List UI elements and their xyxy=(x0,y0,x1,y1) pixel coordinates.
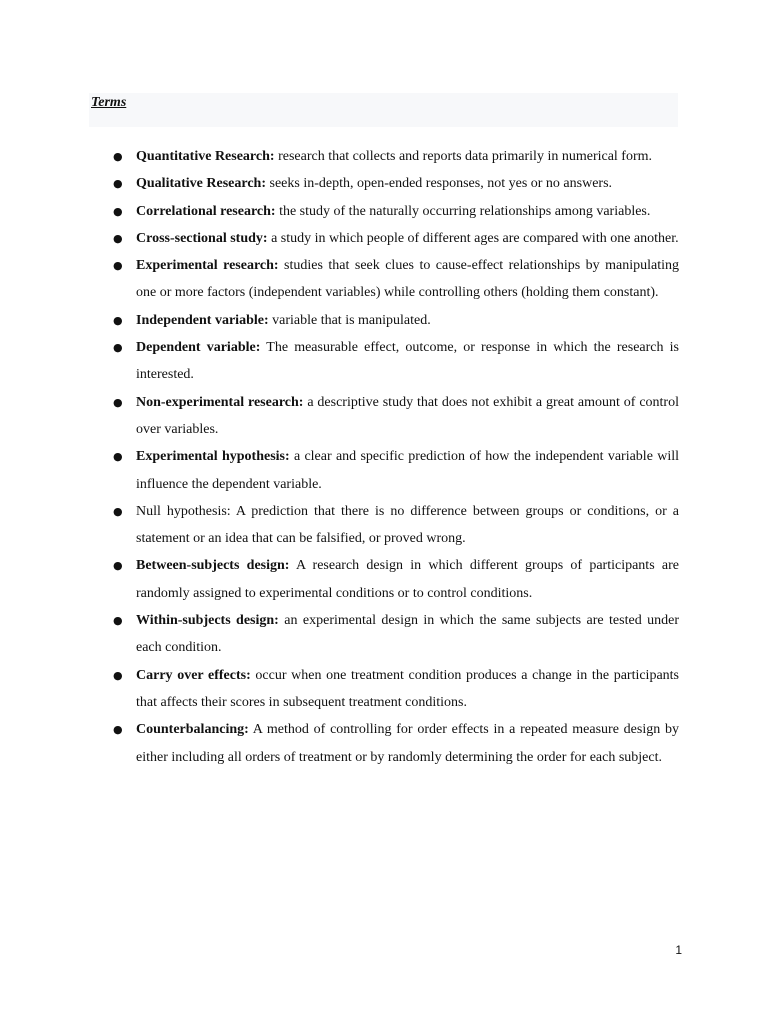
term-item xyxy=(109,389,679,444)
term-item xyxy=(109,607,679,662)
term-definition: an experimental design in which the same subjects are tested under each condition. xyxy=(136,613,679,656)
term-definition: variable that is manipulated. xyxy=(268,312,431,328)
bullet-icon: ● xyxy=(113,341,123,355)
term-label: Within-subjects design: xyxy=(136,613,279,629)
term-definition: occur when one treatment condition produces a change in the participants that affects their scores in subsequent treatment conditions. xyxy=(136,667,680,710)
term-item xyxy=(109,662,679,717)
bullet-icon: ● xyxy=(113,259,123,273)
term-definition: a descriptive study that does not exhibit a great amount of control over variables. xyxy=(136,394,679,437)
bullet-icon: ● xyxy=(113,395,123,409)
term-label: Cross-sectional study: xyxy=(136,230,268,246)
page-number: 1 xyxy=(675,943,682,957)
bullet-icon: ● xyxy=(113,450,123,464)
term-label: Dependent variable: xyxy=(136,340,261,356)
term-definition: the study of the naturally occurring relationships among variables. xyxy=(275,203,651,219)
term-item xyxy=(109,443,679,498)
term-item xyxy=(109,225,679,252)
bullet-icon: ● xyxy=(113,177,123,191)
term-label: Between-subjects design: xyxy=(136,558,290,574)
term-definition: research that collects and reports data primarily in numerical form. xyxy=(274,149,653,164)
bullet-icon: ● xyxy=(113,668,123,682)
term-label: Counterbalancing: xyxy=(136,722,249,738)
term-item xyxy=(109,170,679,197)
term-label: Non-experimental research: xyxy=(136,394,304,410)
terms-list xyxy=(109,143,679,771)
bullet-icon: ● xyxy=(113,559,123,573)
term-item xyxy=(109,252,679,307)
bullet-icon: ● xyxy=(113,504,123,518)
bullet-icon: ● xyxy=(113,723,123,737)
bullet-icon: ● xyxy=(113,150,123,163)
term-definition: a clear and specific prediction of how the independent variable will influence the dependent variable. xyxy=(136,449,679,492)
term-definition: A method of controlling for order effects in a repeated measure design by either including all orders of treatment or by randomly determining the order for each subject. xyxy=(136,722,679,765)
term-label: Qualitative Research: xyxy=(136,176,266,192)
term-item xyxy=(109,498,679,553)
term-label: Experimental hypothesis: xyxy=(136,449,290,465)
term-label: Experimental research: xyxy=(136,258,279,274)
term-item xyxy=(109,552,679,607)
term-label: Quantitative Research: xyxy=(136,149,275,164)
page-heading: Terms xyxy=(91,95,127,110)
term-item xyxy=(109,307,679,334)
bullet-icon: ● xyxy=(113,313,123,327)
term-label: Independent variable: xyxy=(136,312,269,328)
term-item xyxy=(109,143,679,170)
bullet-icon: ● xyxy=(113,204,123,218)
heading-band xyxy=(89,93,678,127)
term-definition: studies that seek clues to cause-effect relationships by manipulating one or more factors (independent variables) while controlling others (holding them constant). xyxy=(136,258,679,301)
term-definition: a study in which people of different ages are compared with one another. xyxy=(267,230,679,246)
term-label: Carry over effects: xyxy=(136,667,251,683)
term-definition: A research design in which different groups of participants are randomly assigned to experimental conditions or to control conditions. xyxy=(136,558,679,601)
term-label: Null hypothesis: xyxy=(136,503,231,519)
term-item xyxy=(109,198,679,225)
term-label: Correlational research: xyxy=(136,203,276,219)
term-definition: seeks in-depth, open-ended responses, not yes or no answers. xyxy=(266,176,613,192)
term-item xyxy=(109,334,679,389)
term-definition: The measurable effect, outcome, or response in which the research is interested. xyxy=(136,340,679,383)
term-item xyxy=(109,716,679,771)
term-definition: A prediction that there is no difference between groups or conditions, or a statement or an idea that can be falsified, or proved wrong. xyxy=(136,503,680,547)
bullet-icon: ● xyxy=(113,614,123,628)
bullet-icon: ● xyxy=(113,231,123,245)
